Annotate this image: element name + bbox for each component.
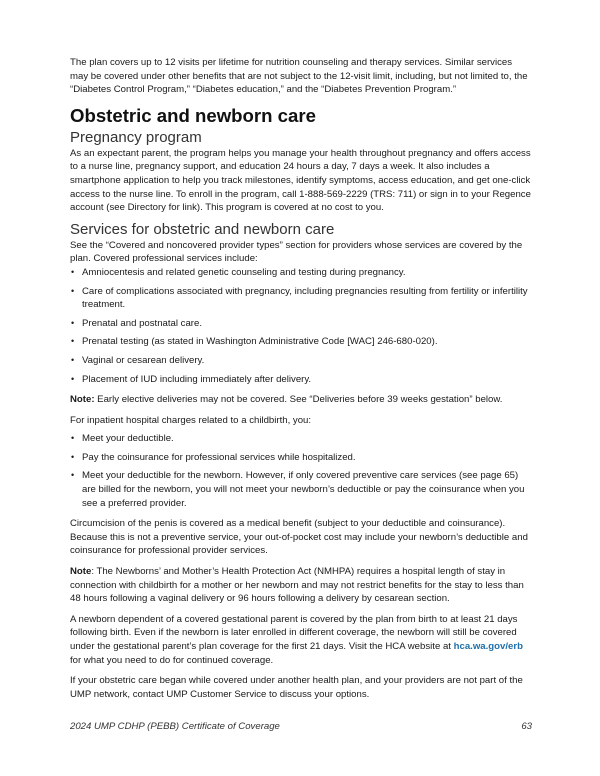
note-text: : The Newborns’ and Mother’s Health Protection Act (NMHPA) requires a hospital length of stay in connection with childbirth for a mother or her newborn and may not restrict benefits for the stay to less than 48 hours following a vaginal delivery or 96 hours following a delivery by cesarean section. (70, 566, 524, 605)
services-intro: See the “Covered and noncovered provider types” section for providers whose services are covered by the plan. Covered professional services include: (70, 239, 523, 265)
intro-paragraph: The plan covers up to 12 visits per lifetime for nutrition counseling and therapy services. Similar services may be covered under other benefits that are not subject to the 12-visit limit, including, but not limited to, the “Diabetes Control Program,” “Diabetes education,” and the “Diabetes Prevention Program.” (70, 57, 528, 96)
services-list (70, 266, 532, 386)
nmhpa-note (70, 565, 532, 606)
hca-erb-link[interactable]: hca.wa.gov/erb (453, 641, 523, 652)
list-item: • Meet your deductible. (70, 432, 532, 446)
list-item: • Prenatal testing (as stated in Washington Administrative Code [WAC] 246-680-020). (70, 335, 532, 349)
newborn-text-end: for what you need to do for continued coverage. (70, 654, 274, 666)
list-item: • Care of complications associated with pregnancy, including pregnancies resulting from fertility or infertility treatment. (70, 285, 532, 312)
page-footer (70, 721, 532, 732)
early-delivery-note (70, 393, 532, 407)
pregnancy-program-heading: Pregnancy program (70, 128, 202, 146)
other-plan-paragraph: If your obstetric care began while covered under another health plan, and your providers are not part of the UMP network, contact UMP Customer Service to discuss your options. (70, 675, 523, 700)
page-content (70, 56, 532, 701)
newborn-coverage-paragraph (70, 613, 532, 667)
list-item: • Meet your deductible for the newborn. However, if only covered preventive care services (see page 65) are billed for the newborn, you will not meet your newborn’s deductible or pay the coinsurance when you see a preferred provider. (70, 469, 532, 510)
list-item: • Amniocentesis and related genetic counseling and testing during pregnancy. (70, 266, 532, 280)
newborn-text: A newborn dependent of a covered gestational parent is covered by the plan from birth to at least 21 days following birth. Even if the newborn is later enrolled in different coverage, the newborn will still be covered under the gestational parent’s plan coverage for the first 21 days. Visit the HCA website at (70, 613, 518, 652)
list-item: • Pay the coinsurance for professional services while hospitalized. (70, 451, 532, 465)
section-title: Obstetric and newborn care (70, 104, 316, 126)
list-item: • Placement of IUD including immediately after delivery. (70, 373, 532, 387)
inpatient-intro: For inpatient hospital charges related to a childbirth, you: (70, 414, 312, 426)
circumcision-paragraph: Circumcision of the penis is covered as a medical benefit (subject to your deductible and coinsurance). Because this is not a preventive service, your out-of-pocket cost may include your newborn’s deductible and coinsurance for professional provider services. (70, 518, 528, 557)
services-heading: Services for obstetric and newborn care (70, 220, 335, 238)
pregnancy-program-body: As an expectant parent, the program helps you manage your health throughout pregnancy and offers access to a nurse line, pregnancy support, and education 24 hours a day, 7 days a week. It also includes a smartphone application to help you track milestones, identify symptoms, access education, and get one-click access to the nurse line. To enroll in the program, call 1-888-569-2229 (TRS: 711) or sign in to your Regence account (see Directory for link). This program is covered at no cost to you. (70, 147, 531, 214)
footer-title: 2024 UMP CDHP (PEBB) Certificate of Coverage (70, 721, 280, 732)
inpatient-list (70, 432, 532, 510)
note-text: Early elective deliveries may not be covered. See “Deliveries before 39 weeks gestation” below. (94, 394, 503, 406)
list-item: • Vaginal or cesarean delivery. (70, 354, 532, 368)
note-label: Note (70, 566, 92, 578)
page-number: 63 (521, 721, 532, 732)
list-item: • Prenatal and postnatal care. (70, 317, 532, 331)
note-label: Note: (70, 394, 95, 406)
